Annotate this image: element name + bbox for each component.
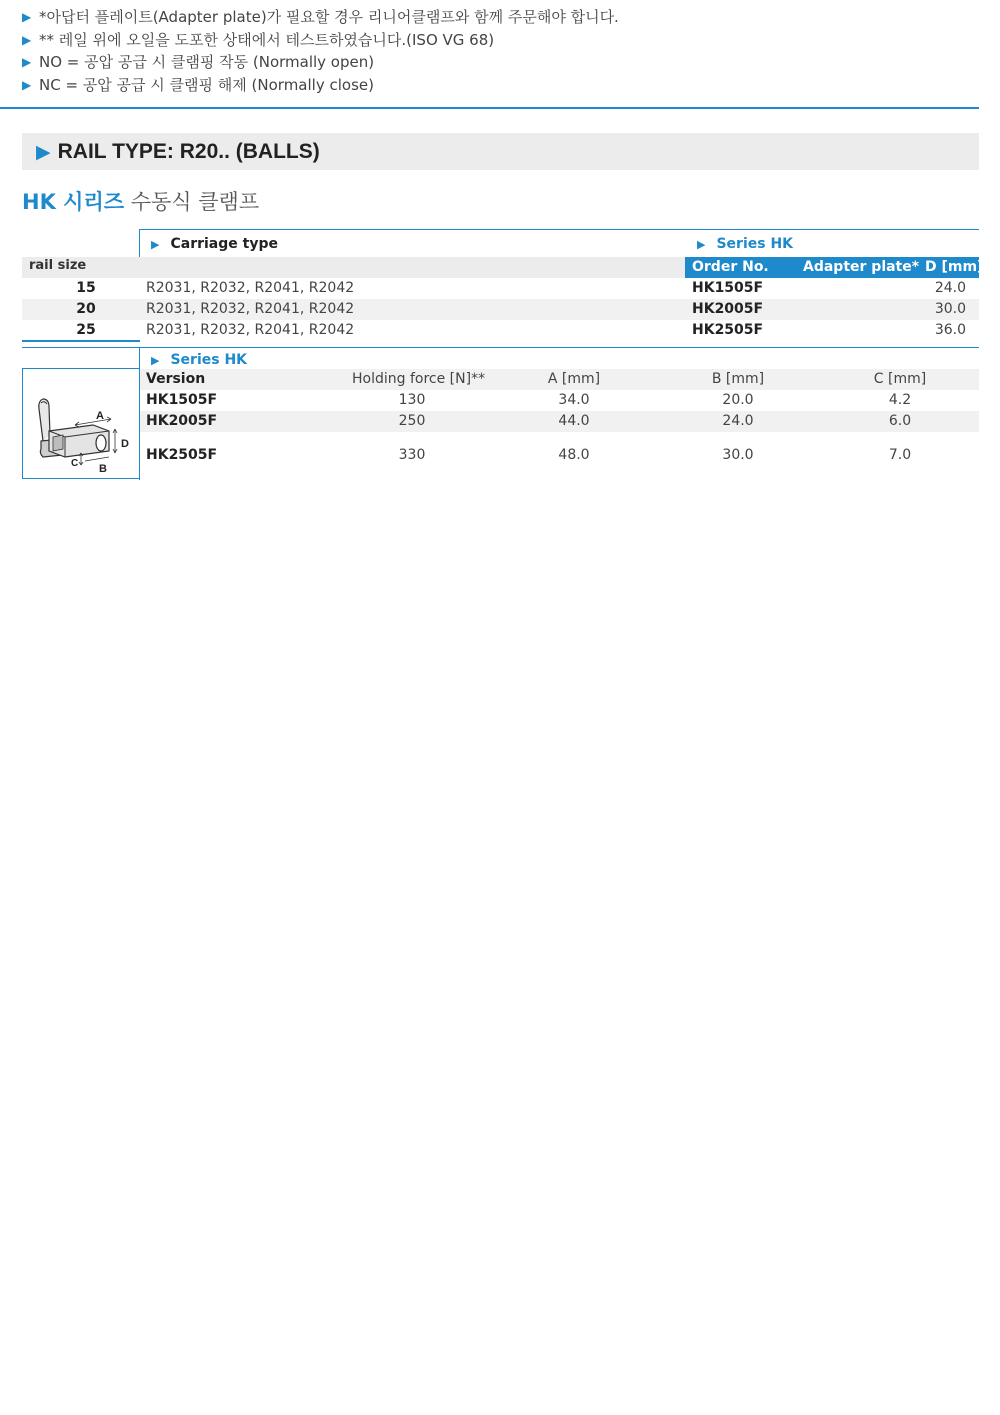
- table-row: HK2505F 330 48.0 30.0 7.0: [146, 447, 912, 463]
- series-name: HK 시리즈: [22, 190, 125, 214]
- table-row: 25 R2031, R2032, R2041, R2042 HK2505F 36.0: [76, 322, 966, 338]
- triangle-icon: ▶: [151, 354, 160, 367]
- table-row: HK2005F 250 44.0 24.0 6.0: [140, 411, 979, 432]
- triangle-icon: ▶: [22, 77, 32, 92]
- divider: [0, 107, 979, 109]
- table-border: [22, 340, 140, 342]
- adapter-plate-header: Adapter plate*: [803, 259, 920, 275]
- table-border: [139, 229, 979, 230]
- rail-size-label: rail size: [29, 258, 87, 273]
- table-row: HK1505F 130 34.0 20.0 4.2: [146, 392, 912, 408]
- dim-label-a: A: [96, 410, 104, 422]
- series-hk-header: ▶ Series HK: [697, 236, 794, 252]
- note-item: ▶ ** 레일 위에 오일을 도포한 상태에서 테스트하였습니다.(ISO VG 68): [22, 29, 619, 52]
- order-no-header: Order No.: [692, 259, 769, 275]
- table-border: [139, 229, 140, 257]
- hole-shape: [96, 435, 106, 451]
- series-hk-header-2: ▶ Series HK: [151, 352, 248, 368]
- table-header-row: Version Holding force [N]** A [mm] B [mm] C [mm]: [140, 369, 979, 390]
- clamp-diagram: [23, 369, 139, 479]
- notes: [22, 6, 619, 96]
- note-item: ▶ *아답터 플레이트(Adapter plate)가 필요할 경우 리니어클램프와 함께 주문해야 합니다.: [22, 6, 619, 29]
- d-mm-header: D [mm]: [925, 259, 984, 275]
- triangle-icon: ▶: [697, 238, 706, 251]
- lever-shape: [39, 399, 50, 441]
- triangle-icon: ▶: [22, 32, 32, 47]
- triangle-icon: ▶: [151, 238, 160, 251]
- dim-label-d: D: [121, 438, 129, 450]
- dim-label-c: C: [71, 458, 79, 469]
- triangle-icon: ▶: [36, 140, 51, 163]
- note-item: ▶ NC = 공압 공급 시 클램핑 해제 (Normally close): [22, 74, 619, 97]
- clamp-diagram-frame: [22, 368, 139, 479]
- table-border: [22, 347, 979, 348]
- dim-label-b: B: [99, 463, 107, 475]
- triangle-icon: ▶: [22, 10, 32, 24]
- section-title: RAIL TYPE: R20.. (BALLS): [57, 139, 320, 163]
- table-row: 20 R2031, R2032, R2041, R2042 HK2005F 30.0: [22, 299, 979, 320]
- series-heading: [22, 186, 259, 216]
- order-header: [685, 257, 984, 278]
- table-row: 15 R2031, R2032, R2041, R2042 HK1505F 24.0: [76, 280, 966, 296]
- carriage-type-header: ▶ Carriage type: [151, 236, 278, 252]
- note-item: ▶ NO = 공압 공급 시 클램핑 작동 (Normally open): [22, 51, 619, 74]
- section-title-bar: [22, 133, 979, 170]
- triangle-icon: ▶: [22, 55, 32, 69]
- series-desc: 수동식 클램프: [130, 190, 260, 214]
